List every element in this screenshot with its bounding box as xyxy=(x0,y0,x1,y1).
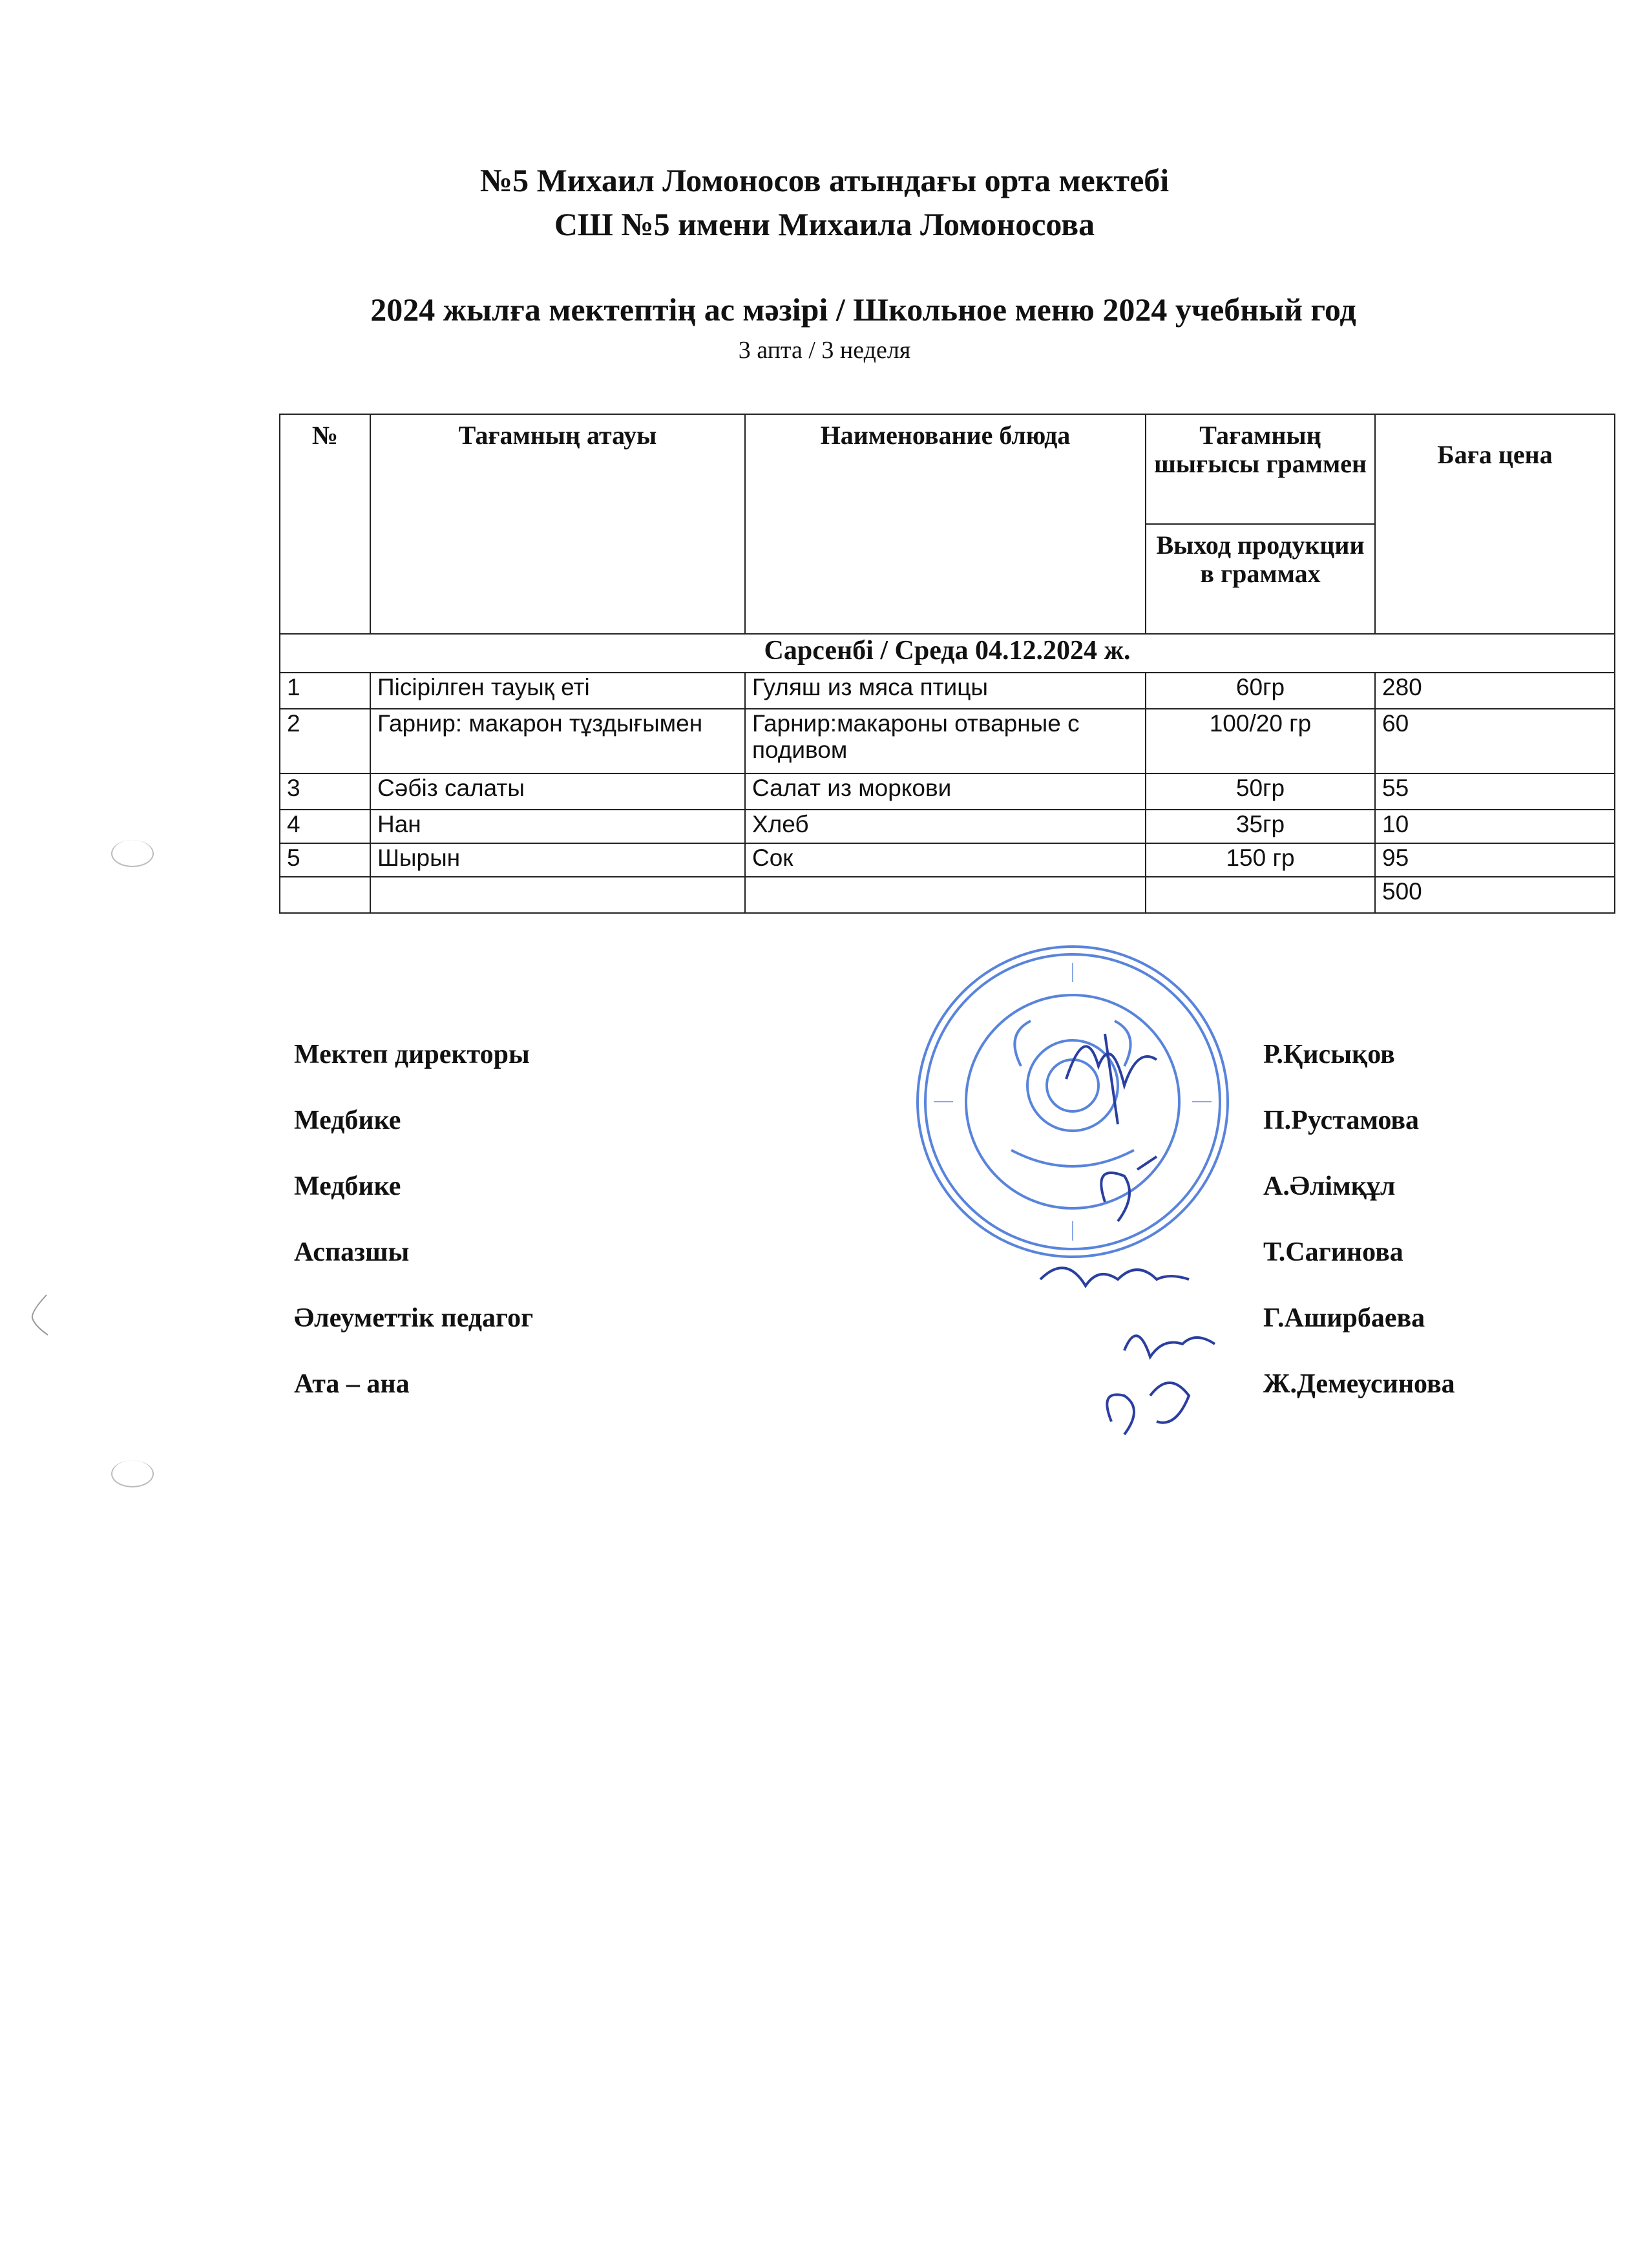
row-num: 3 xyxy=(280,773,370,810)
row-kz: Нан xyxy=(370,810,745,843)
school-name-ru: СШ №5 имени Михаила Ломоносова xyxy=(554,206,1095,242)
row-price: 95 xyxy=(1375,843,1615,877)
row-ru: Сок xyxy=(745,843,1146,877)
signature-row xyxy=(294,1237,1522,1276)
signature-role: Аспазшы xyxy=(294,1237,410,1267)
signature-role: Ата – ана xyxy=(294,1369,410,1399)
row-num: 1 xyxy=(280,673,370,709)
row-ru: Гуляш из мяса птицы xyxy=(745,673,1146,709)
school-name-kz: №5 Михаил Ломоносов атындағы орта мектебі xyxy=(479,162,1170,198)
row-price: 10 xyxy=(1375,810,1615,843)
row-price: 280 xyxy=(1375,673,1615,709)
col-price-header: Баға цена xyxy=(1375,414,1615,634)
col-num-header: № xyxy=(280,414,370,634)
row-yield: 150 гр xyxy=(1146,843,1375,877)
table-row xyxy=(280,773,1615,810)
row-kz: Шырын xyxy=(370,843,745,877)
col-yield-kz-header: Тағамның шығысы граммен xyxy=(1146,414,1375,524)
row-kz: Гарнир: макарон тұздығымен xyxy=(370,709,745,773)
signature-row xyxy=(294,1303,1522,1341)
signature-name: Т.Сагинова xyxy=(1263,1237,1403,1267)
row-ru: Хлеб xyxy=(745,810,1146,843)
col-ru-header: Наименование блюда xyxy=(745,414,1146,634)
table-row xyxy=(280,673,1615,709)
signature-name: Ж.Демеусинова xyxy=(1263,1369,1455,1399)
row-num: 2 xyxy=(280,709,370,773)
row-num: 5 xyxy=(280,843,370,877)
page-edge-mark-icon xyxy=(26,1292,52,1338)
signature-row xyxy=(294,1039,1522,1078)
col-kz-header: Тағамның атауы xyxy=(370,414,745,634)
row-num: 4 xyxy=(280,810,370,843)
punch-hole-icon xyxy=(111,1460,154,1487)
table-row xyxy=(280,810,1615,843)
signature-name: П.Рустамова xyxy=(1263,1106,1420,1135)
menu-table xyxy=(279,414,1615,914)
row-yield: 50гр xyxy=(1146,773,1375,810)
signature-name: Г.Аширбаева xyxy=(1263,1303,1425,1333)
table-row xyxy=(280,709,1615,773)
total-row xyxy=(280,877,1615,913)
row-price: 60 xyxy=(1375,709,1615,773)
total-price: 500 xyxy=(1375,877,1615,913)
row-price: 55 xyxy=(1375,773,1615,810)
table-row xyxy=(280,843,1615,877)
signature-role: Медбике xyxy=(294,1106,401,1135)
row-kz: Сәбіз салаты xyxy=(370,773,745,810)
week-label: 3 апта / 3 неделя xyxy=(738,337,911,364)
row-ru: Гарнир:макароны отварные с подивом xyxy=(745,709,1146,773)
row-yield: 35гр xyxy=(1146,810,1375,843)
signature-role: Мектеп директоры xyxy=(294,1040,530,1069)
punch-hole-icon xyxy=(111,840,154,867)
signature-row xyxy=(294,1171,1522,1210)
signature-row xyxy=(294,1369,1522,1407)
row-kz: Пісірілген тауық еті xyxy=(370,673,745,709)
col-yield-ru-header: Выход продукции в граммах xyxy=(1146,524,1375,634)
menu-title: 2024 жылға мектептің ас мәзірі / Школьное меню 2024 учебный год xyxy=(370,291,1356,328)
signature-name: Р.Қисықов xyxy=(1263,1040,1395,1069)
signature-role: Медбике xyxy=(294,1171,401,1201)
signature-row xyxy=(294,1105,1522,1144)
day-row: Сарсенбі / Среда 04.12.2024 ж. xyxy=(280,634,1615,673)
row-yield: 60гр xyxy=(1146,673,1375,709)
signature-role: Әлеуметтік педагог xyxy=(294,1303,534,1333)
row-ru: Салат из моркови xyxy=(745,773,1146,810)
signature-name: А.Әлімқұл xyxy=(1263,1171,1396,1201)
row-yield: 100/20 гр xyxy=(1146,709,1375,773)
